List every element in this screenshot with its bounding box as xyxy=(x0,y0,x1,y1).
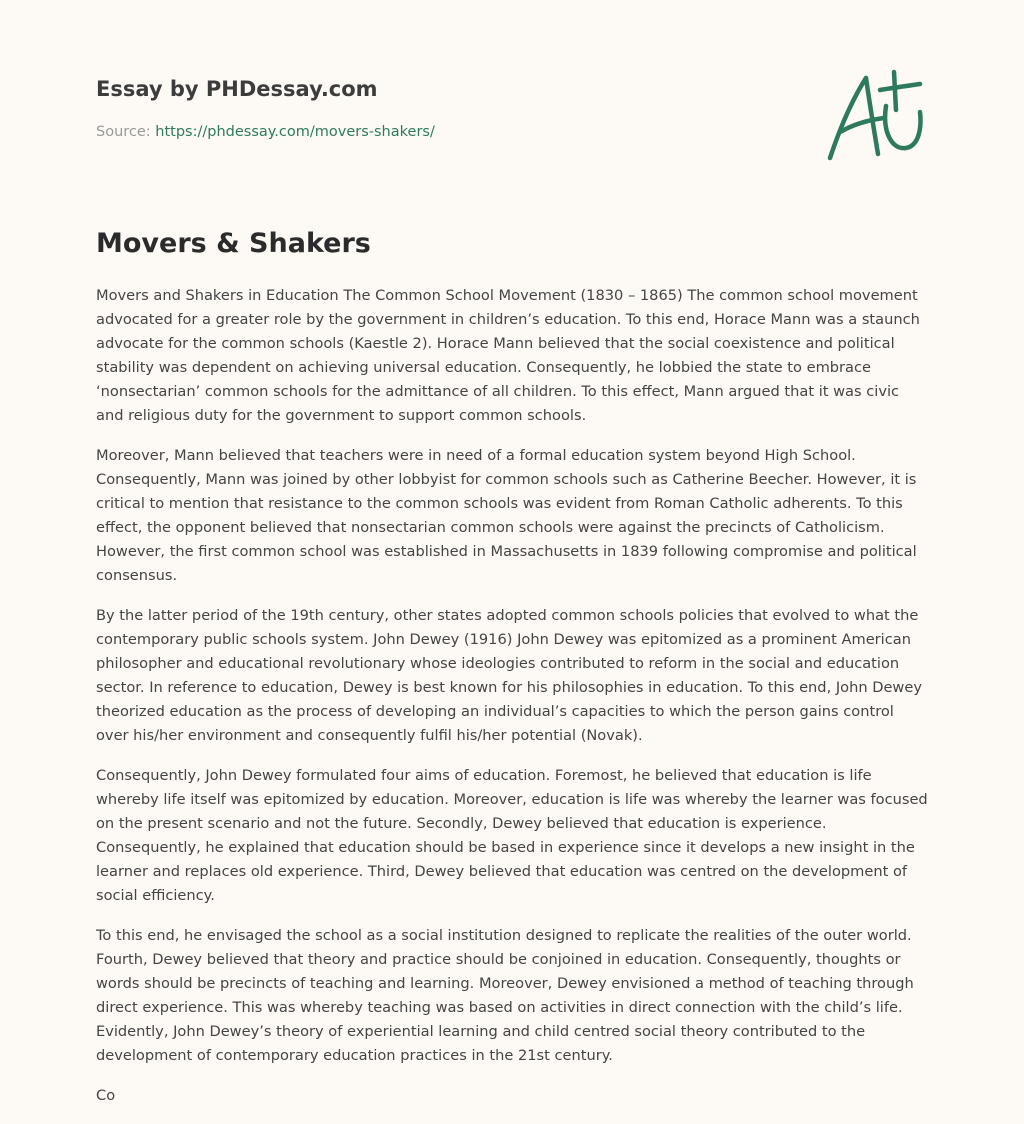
essay-paragraph: By the latter period of the 19th century, other states adopted common schools policies that evolved to what the contemporary public schools system. John Dewey (1916) John Dewey was epitomized as a prominent American philosopher and educational revolutionary whose ideologies contributed to reform in the social and education sector. In reference to education, Dewey is best known for his philosophies in education. To this end, John Dewey theorized education as the process of developing an individual’s capacities to which the person gains control over his/her environment and consequently fulfil his/her potential (Novak). xyxy=(96,607,922,744)
essay-paragraph: To this end, he envisaged the school as a social institution designed to replicate the realities of the outer world. Fourth, Dewey believed that theory and practice should be conjoined in education. Consequently, thoughts or words should be precincts of teaching and learning. Moreover, Dewey envisioned a method of teaching through direct experience. This was whereby teaching was based on activities in direct connection with the child’s life. Evidently, John Dewey’s theory of experiential learning and child centred social theory contributed to the development of contemporary education practices in the 21st century. xyxy=(96,927,914,1064)
source-link[interactable]: https://phdessay.com/movers-shakers/ xyxy=(155,124,435,140)
essay-paragraph-truncated: Co xyxy=(96,1087,116,1104)
a-plus-logo-icon xyxy=(822,66,930,166)
header xyxy=(96,74,936,142)
essay-paragraph: Movers and Shakers in Education The Common School Movement (1830 – 1865) The common school movement advocated for a greater role by the government in children’s education. To this end, Horace Mann was a staunch advocate for the common schools (Kaestle 2). Horace Mann believed that the social coexistence and political stability was dependent on achieving universal education. Consequently, he lobbied the state to embrace ‘nonsectarian’ common schools for the admittance of all children. To this effect, Mann argued that it was civic and religious duty for the government to support common schools. xyxy=(96,287,920,424)
essay-paragraph: Consequently, John Dewey formulated four aims of education. Foremost, he believed that education is life whereby life itself was epitomized by education. Moreover, education is life was whereby the learner was focused on the present scenario and not the future. Secondly, Dewey believed that education is experience. Consequently, he explained that education should be based in experience since it develops a new insight in the learner and replaces old experience. Third, Dewey believed that education was centred on the development of social efficiency. xyxy=(96,767,928,904)
essay-body xyxy=(96,284,930,1124)
source-label: Source: xyxy=(96,124,156,140)
source-line xyxy=(96,122,936,142)
essay-paragraph: Moreover, Mann believed that teachers were in need of a formal education system beyond High School. Consequently, Mann was joined by other lobbyist for common schools such as Catherine Beecher. However, it is critical to mention that resistance to the common schools was evident from Roman Catholic adherents. To this effect, the opponent believed that nonsectarian common schools were against the precincts of Catholicism. However, the first common school was established in Massachusetts in 1839 following compromise and political consensus. xyxy=(96,447,917,584)
site-brand: Essay by PHDessay.com xyxy=(96,77,378,101)
essay-title: Movers & Shakers xyxy=(96,228,371,259)
